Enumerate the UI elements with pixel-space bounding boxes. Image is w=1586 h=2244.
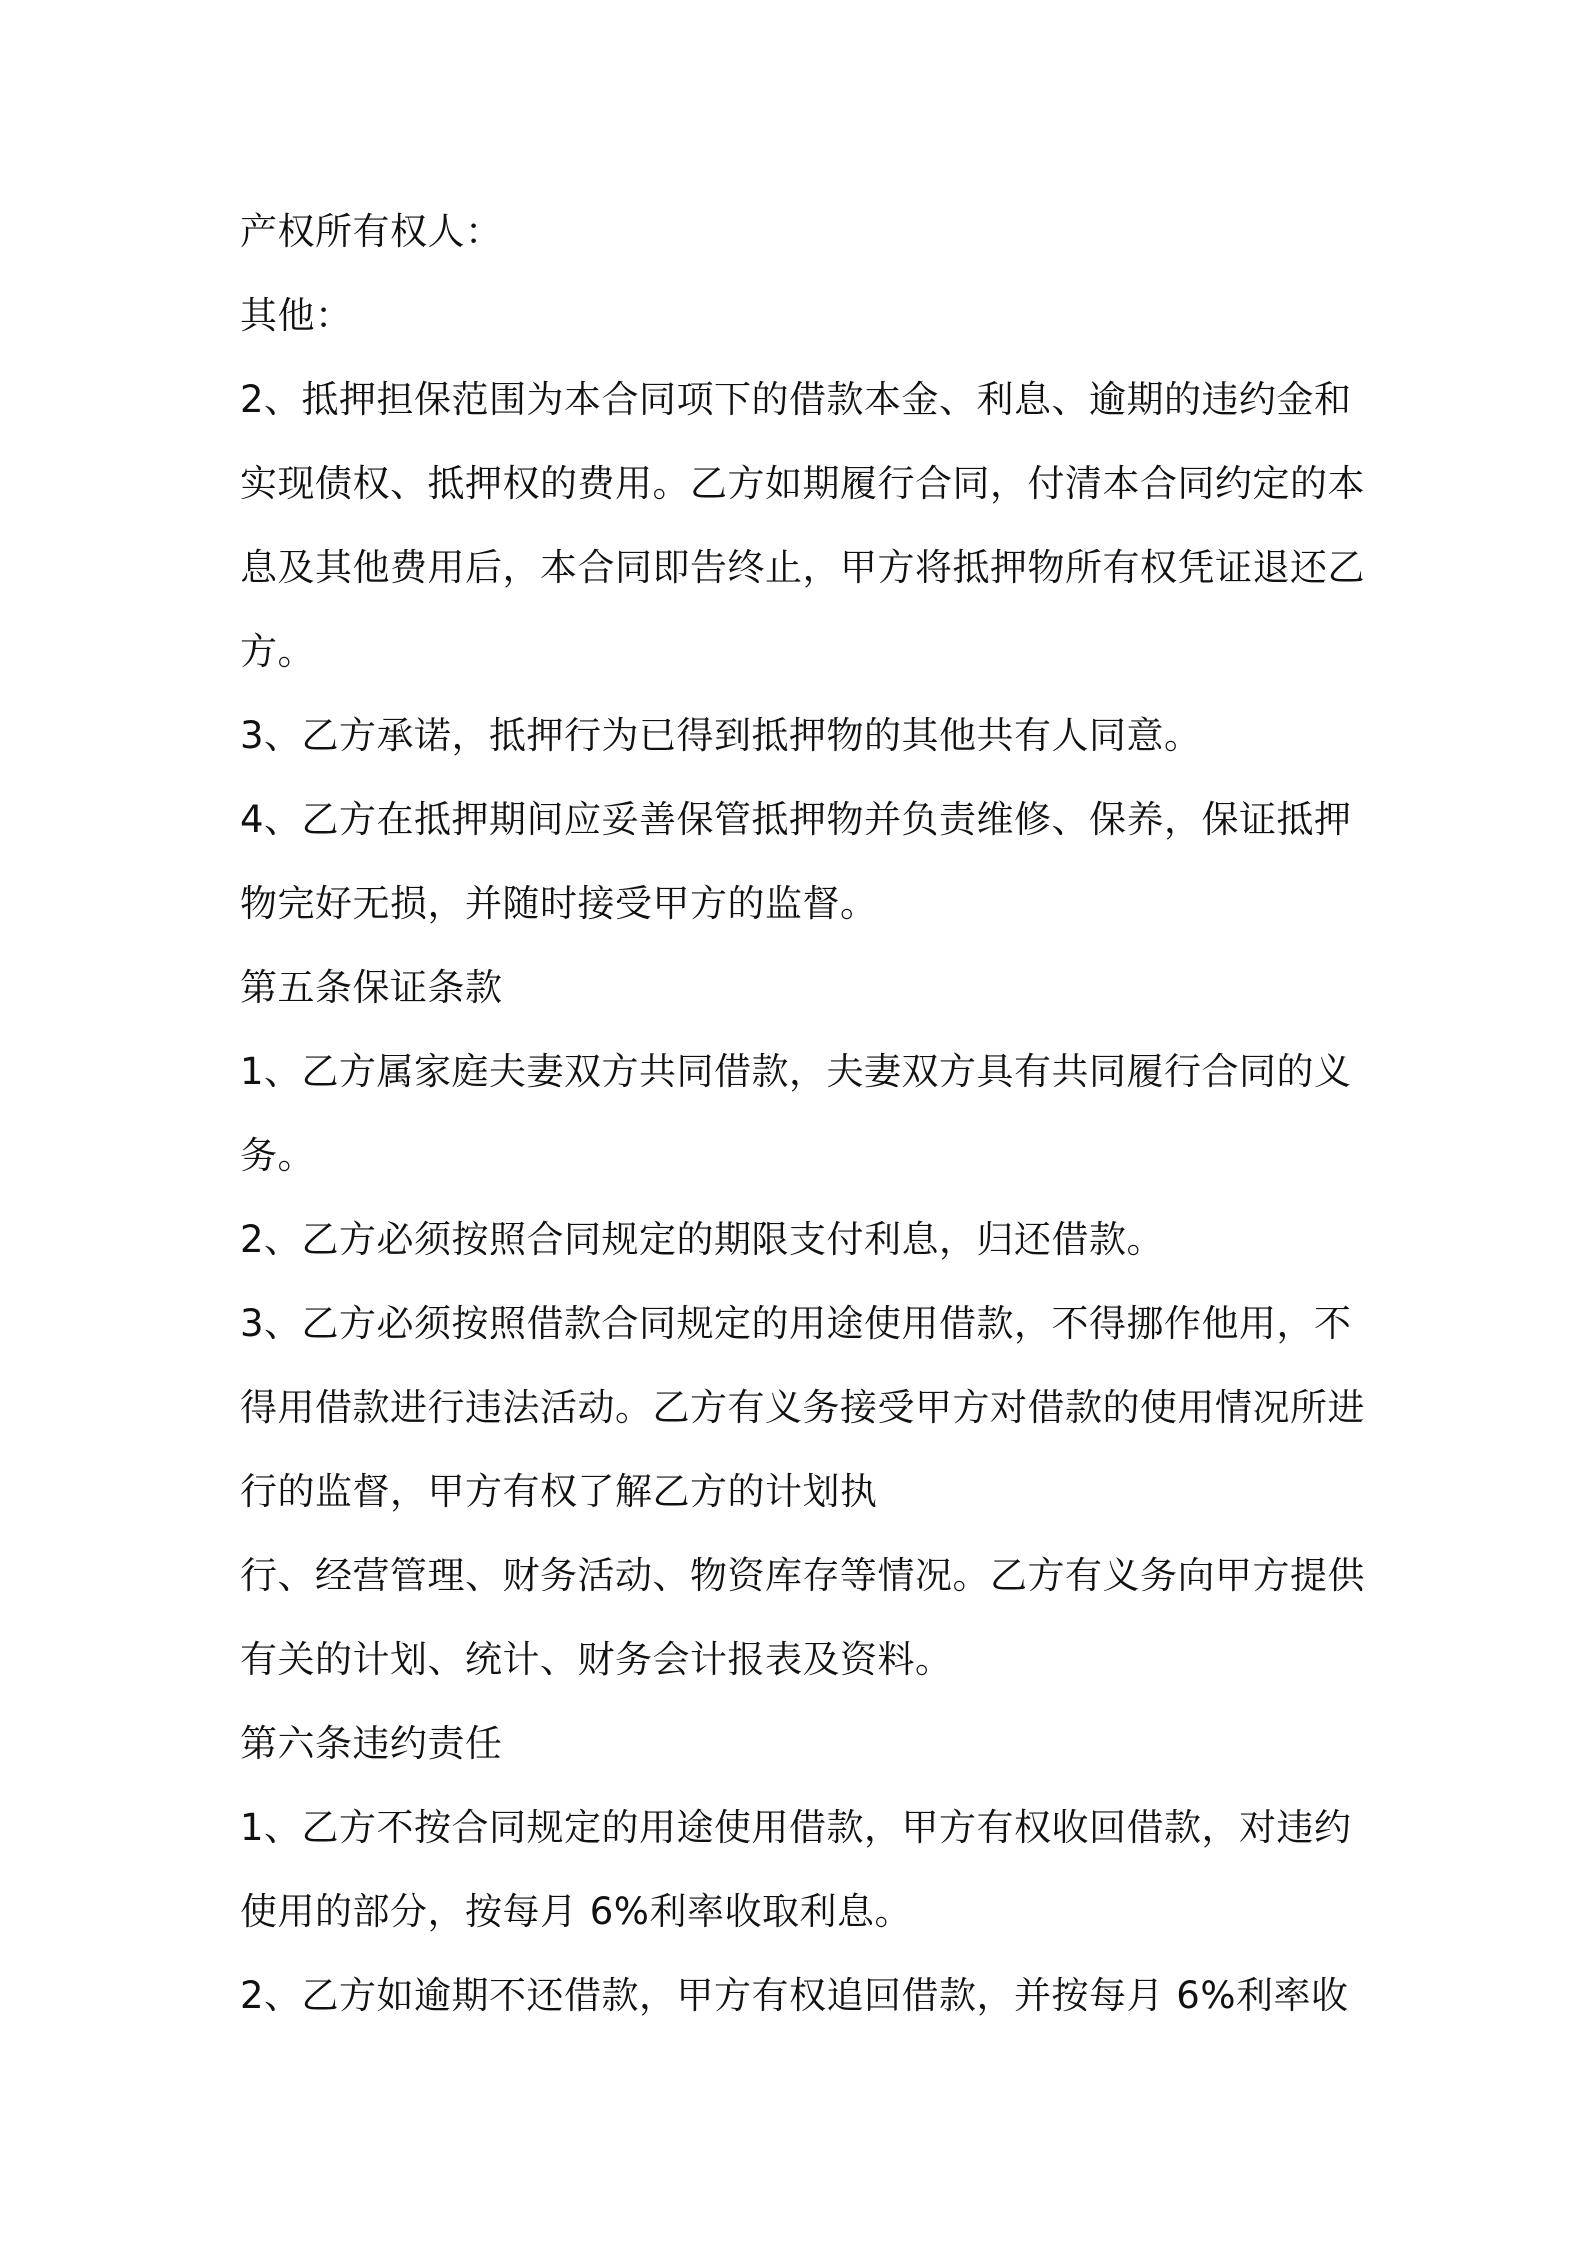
paragraph-line: 行、经营管理、财务活动、物资库存等情况。乙方有义务向甲方提供: [240, 1554, 1365, 1597]
paragraph-line: 得用借款进行违法活动。乙方有义务接受甲方对借款的使用情况所进: [240, 1386, 1365, 1429]
section-heading-guarantee: 第五条保证条款: [240, 966, 503, 1009]
paragraph-line: 物完好无损，并随时接受甲方的监督。: [240, 882, 878, 925]
paragraph-line: 行的监督，甲方有权了解乙方的计划执: [240, 1470, 878, 1513]
section-heading-liability: 第六条违约责任: [240, 1722, 503, 1765]
paragraph-line: 2、乙方必须按照合同规定的期限支付利息，归还借款。: [240, 1218, 1165, 1261]
paragraph-line: 有关的计划、统计、财务会计报表及资料。: [240, 1638, 953, 1681]
paragraph-line: 2、抵押担保范围为本合同项下的借款本金、利息、逾期的违约金和: [240, 378, 1352, 421]
paragraph-line: 2、乙方如逾期不还借款，甲方有权追回借款，并按每月 6%利率收: [240, 1974, 1349, 2017]
paragraph-line: 方。: [240, 630, 315, 673]
paragraph-line: 息及其他费用后，本合同即告终止，甲方将抵押物所有权凭证退还乙: [240, 546, 1365, 589]
paragraph-line: 1、乙方属家庭夫妻双方共同借款，夫妻双方具有共同履行合同的义: [240, 1050, 1352, 1093]
paragraph-line: 3、乙方必须按照借款合同规定的用途使用借款，不得挪作他用，不: [240, 1302, 1352, 1345]
paragraph-line: 实现债权、抵押权的费用。乙方如期履行合同，付清本合同约定的本: [240, 462, 1365, 505]
paragraph-line: 使用的部分，按每月 6%利率收取利息。: [240, 1890, 912, 1933]
document-body: [240, 190, 1365, 2038]
other-line: 其他：: [240, 294, 353, 337]
property-owner-line: 产权所有权人：: [240, 210, 503, 253]
paragraph-line: 4、乙方在抵押期间应妥善保管抵押物并负责维修、保养，保证抵押: [240, 798, 1352, 841]
paragraph-line: 1、乙方不按合同规定的用途使用借款，甲方有权收回借款，对违约: [240, 1806, 1352, 1849]
paragraph-line: 务。: [240, 1134, 315, 1177]
paragraph-line: 3、乙方承诺，抵押行为已得到抵押物的其他共有人同意。: [240, 714, 1202, 757]
